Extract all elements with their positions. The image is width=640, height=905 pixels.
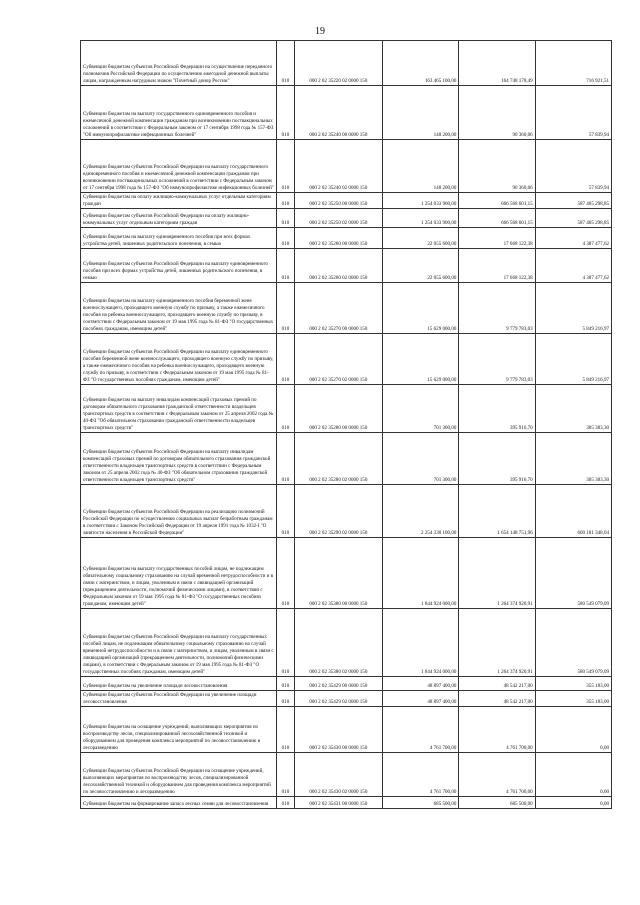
cell-name: Субвенции бюджетам субъектов Российской Федерации на выплату государственных пособий лицам, не подлежащим обязательному социальному страхованию на случай временной нетрудоспособности и в связи с материнством, и лицам, уволенным в связи с ликвидацией организаций (прекращением деятельности, полномочий физическими лицами), в соответствии с Федеральным законом от 19 мая 1995 года № 81-ФЗ "О государственных пособиях гражданам, имеющим детей"	[81, 609, 277, 677]
cell-name: Субвенции бюджетам на выплату единовременного пособия беременной жене военнослужащего, проходящего военную службу по призыву, а также ежемесячного пособия на ребенка военнослужащего, проходящего военную службу по призыву, в соответствии с Федеральным законом от 19 мая 1995 года № 81-ФЗ "О государственных пособиях гражданам, имеющим детей"	[81, 283, 277, 334]
cell-plan: 1 844 924 000,00	[383, 538, 459, 609]
cell-plan: 48 897 400,00	[383, 677, 459, 691]
cell-code: 010	[277, 485, 294, 538]
page-number: 19	[315, 26, 325, 37]
table-row	[81, 140, 612, 193]
cell-kbk: 000 2 02 35430 00 0000 150	[294, 707, 383, 753]
cell-diff: 305 383,30	[535, 385, 611, 433]
table-row	[81, 249, 612, 283]
table-row	[81, 707, 612, 753]
cell-diff: 580 549 079,09	[535, 609, 611, 677]
cell-fact: 1 264 374 920,91	[459, 609, 535, 677]
cell-kbk: 000 2 02 35270 02 0000 150	[294, 334, 383, 385]
cell-code: 010	[277, 193, 294, 209]
cell-fact: 4 761 700,00	[459, 753, 535, 797]
cell-diff: 587 465 298,85	[535, 193, 611, 209]
cell-plan: 22 055 600,00	[383, 228, 459, 249]
table-row	[81, 86, 612, 140]
cell-kbk: 000 2 02 35380 00 0000 150	[294, 538, 383, 609]
cell-kbk: 000 2 02 35280 02 0000 150	[294, 433, 383, 485]
cell-kbk: 000 2 02 35431 00 0000 150	[294, 797, 383, 809]
cell-kbk: 000 2 02 35280 00 0000 150	[294, 385, 383, 433]
table-row	[81, 433, 612, 485]
cell-plan: 1 254 033 900,00	[383, 193, 459, 209]
table-row	[81, 538, 612, 609]
cell-plan: 148 200,00	[383, 140, 459, 193]
cell-fact: 1 654 148 751,96	[459, 485, 535, 538]
cell-name: Субвенции бюджетам на увеличение площади лесовосстановления	[81, 677, 277, 691]
cell-name: Субвенции бюджетам субъектов Российской Федерации на оплату жилищно-коммунальных услуг отдельным категориям граждан	[81, 209, 277, 228]
cell-name: Субвенции бюджетам на выплату государственного единовременного пособия и ежемесячной денежной компенсации гражданам при возникновении поствакцинальных осложнений в соответствии с Федеральным законом от 17 сентября 1998 года № 157-ФЗ "Об иммунопрофилактике инфекционных болезней"	[81, 86, 277, 140]
cell-code: 010	[277, 385, 294, 433]
cell-diff: 57 839,94	[535, 86, 611, 140]
cell-code: 010	[277, 677, 294, 691]
table-row	[81, 609, 612, 677]
cell-diff: 600 181 348,04	[535, 485, 611, 538]
cell-fact: 9 779 783,03	[459, 334, 535, 385]
cell-name: Субвенции бюджетам субъектов Российской Федерации на увеличение площади лесовосстановления	[81, 691, 277, 707]
cell-kbk: 000 2 02 35429 02 0000 150	[294, 691, 383, 707]
table-row	[81, 385, 612, 433]
cell-diff: 305 383,30	[535, 433, 611, 485]
cell-code: 010	[277, 209, 294, 228]
cell-kbk: 000 2 02 35429 00 0000 150	[294, 677, 383, 691]
table-row	[81, 193, 612, 209]
cell-plan: 4 761 700,00	[383, 753, 459, 797]
budget-table	[80, 40, 612, 809]
cell-code: 010	[277, 433, 294, 485]
table-row	[81, 283, 612, 334]
cell-plan: 701 300,00	[383, 385, 459, 433]
cell-kbk: 000 2 02 35380 02 0000 150	[294, 609, 383, 677]
cell-name: Субвенции бюджетам субъектов Российской Федерации на реализацию полномочий Российской Федерации по осуществлению социальных выплат безработным гражданам в соответствии с Законом Российской Федерации от 19 апреля 1991 года № 1032-I "О занятости населения в Российской Федерации"	[81, 485, 277, 538]
cell-name: Субвенции бюджетам на оснащение учреждений, выполняющих мероприятия по воспроизводству лесов, специализированной лесохозяйственной техникой и оборудованием для проведения комплекса мероприятий по лесовосстановлению и лесоразведению	[81, 707, 277, 753]
cell-name: Субвенции бюджетам на выплату инвалидам компенсаций страховых премий по договорам обязательного страхования гражданской ответственности владельцев транспортных средств в соответствии с Федеральным законом от 25 апреля 2002 года № 40-ФЗ "Об обязательном страховании гражданской ответственности владельцев транспортных средств"	[81, 385, 277, 433]
budget-table-body	[81, 41, 612, 809]
table-row	[81, 334, 612, 385]
cell-kbk: 000 2 02 35250 02 0000 150	[294, 209, 383, 228]
cell-diff: 355 183,00	[535, 677, 611, 691]
cell-plan: 148 200,00	[383, 86, 459, 140]
cell-kbk: 000 2 02 35270 00 0000 150	[294, 283, 383, 334]
cell-plan: 685 500,00	[383, 797, 459, 809]
cell-code: 010	[277, 249, 294, 283]
cell-fact: 395 916,70	[459, 433, 535, 485]
cell-code: 010	[277, 140, 294, 193]
cell-plan: 15 629 000,00	[383, 283, 459, 334]
cell-code: 010	[277, 228, 294, 249]
cell-diff: 57 839,94	[535, 140, 611, 193]
cell-fact: 685 500,00	[459, 797, 535, 809]
cell-plan: 48 897 400,00	[383, 691, 459, 707]
cell-plan: 701 300,00	[383, 433, 459, 485]
cell-plan: 22 055 600,00	[383, 249, 459, 283]
cell-code: 010	[277, 86, 294, 140]
cell-name: Субвенции бюджетам субъектов Российской Федерации на выплату инвалидам компенсаций страховых премий по договорам обязательного страхования гражданской ответственности владельцев транспортных средств в соответствии с Федеральным законом от 25 апреля 2002 года № 40-ФЗ "Об обязательном страховании гражданской ответственности владельцев транспортных средств"	[81, 433, 277, 485]
cell-code: 010	[277, 283, 294, 334]
cell-fact: 48 542 217,00	[459, 677, 535, 691]
cell-name: Субвенции бюджетам субъектов Российской Федерации на выплату государственного единовременного пособия и ежемесячной денежной компенсации гражданам при возникновении поствакцинальных осложнений в соответствии с Федеральным законом от 17 сентября 1998 года № 157-ФЗ "Об иммунопрофилактике инфекционных болезней"	[81, 140, 277, 193]
cell-code: 010	[277, 538, 294, 609]
cell-diff: 0,00	[535, 753, 611, 797]
cell-fact: 666 568 601,15	[459, 193, 535, 209]
cell-fact: 90 360,06	[459, 86, 535, 140]
cell-plan: 1 844 924 000,00	[383, 609, 459, 677]
cell-code: 010	[277, 41, 294, 86]
table-row	[81, 485, 612, 538]
cell-diff: 0,00	[535, 707, 611, 753]
cell-kbk: 000 2 02 35220 02 0000 150	[294, 41, 383, 86]
cell-kbk: 000 2 02 35260 00 0000 150	[294, 228, 383, 249]
cell-code: 010	[277, 609, 294, 677]
cell-fact: 90 360,06	[459, 140, 535, 193]
cell-plan: 15 629 000,00	[383, 334, 459, 385]
cell-name: Субвенции бюджетам субъектов Российской Федерации на выплату единовременного пособия при всех формах устройства детей, лишенных родительского попечения, в семью	[81, 249, 277, 283]
table-row	[81, 228, 612, 249]
cell-code: 010	[277, 334, 294, 385]
cell-diff: 4 387 477,62	[535, 228, 611, 249]
cell-diff: 4 387 477,62	[535, 249, 611, 283]
cell-code: 010	[277, 691, 294, 707]
cell-fact: 48 542 217,00	[459, 691, 535, 707]
cell-fact: 17 668 122,38	[459, 228, 535, 249]
cell-kbk: 000 2 02 35240 02 0000 150	[294, 140, 383, 193]
cell-code: 010	[277, 707, 294, 753]
cell-diff: 355 183,00	[535, 691, 611, 707]
cell-fact: 4 761 700,00	[459, 707, 535, 753]
cell-plan: 2 254 330 100,00	[383, 485, 459, 538]
cell-diff: 580 549 079,09	[535, 538, 611, 609]
cell-fact: 666 568 601,15	[459, 209, 535, 228]
cell-diff: 5 849 216,97	[535, 334, 611, 385]
table-row	[81, 753, 612, 797]
cell-code: 010	[277, 753, 294, 797]
cell-name: Субвенции бюджетам субъектов Российской Федерации на выплату единовременного пособия беременной жене военнослужащего, проходящего военную службу по призыву, а также ежемесячного пособия на ребенка военнослужащего, проходящего военную службу по призыву, в соответствии с Федеральным законом от 19 мая 1995 года № 81-ФЗ "О государственных пособиях гражданам, имеющим детей"	[81, 334, 277, 385]
cell-fact: 17 668 122,38	[459, 249, 535, 283]
cell-code: 010	[277, 797, 294, 809]
cell-name: Субвенции бюджетам на формирование запаса лесных семян для лесовосстановления	[81, 797, 277, 809]
cell-plan: 1 254 033 900,00	[383, 209, 459, 228]
cell-fact: 164 748 178,49	[459, 41, 535, 86]
cell-diff: 716 921,51	[535, 41, 611, 86]
table-row	[81, 209, 612, 228]
cell-fact: 1 264 374 920,91	[459, 538, 535, 609]
cell-plan: 4 761 700,00	[383, 707, 459, 753]
table-row	[81, 691, 612, 707]
table-row	[81, 41, 612, 86]
cell-diff: 587 465 298,85	[535, 209, 611, 228]
cell-diff: 5 849 216,97	[535, 283, 611, 334]
cell-name: Субвенции бюджетам субъектов Российской Федерации на осуществление переданного полномочия Российской Федерации по осуществлению ежегодной денежной выплаты лицам, награжденным нагрудным знаком "Почетный донор России"	[81, 41, 277, 86]
cell-fact: 395 916,70	[459, 385, 535, 433]
cell-name: Субвенции бюджетам на оплату жилищно-коммунальных услуг отдельным категориям граждан	[81, 193, 277, 209]
table-row	[81, 677, 612, 691]
cell-name: Субвенции бюджетам субъектов Российской Федерации на оснащение учреждений, выполняющих мероприятия по воспроизводству лесов, специализированной лесохозяйственной техникой и оборудованием для проведения комплекса мероприятий по лесовосстановлению и лесоразведению	[81, 753, 277, 797]
cell-kbk: 000 2 02 35260 02 0000 150	[294, 249, 383, 283]
cell-kbk: 000 2 02 35240 00 0000 150	[294, 86, 383, 140]
cell-fact: 9 779 783,03	[459, 283, 535, 334]
cell-kbk: 000 2 02 35250 00 0000 150	[294, 193, 383, 209]
cell-name: Субвенции бюджетам на выплату единовременного пособия при всех формах устройства детей, лишенных родительского попечения, в семью	[81, 228, 277, 249]
cell-kbk: 000 2 02 35290 02 0000 150	[294, 485, 383, 538]
cell-name: Субвенции бюджетам на выплату государственных пособий лицам, не подлежащим обязательному социальному страхованию на случай временной нетрудоспособности и в связи с материнством, и лицам, уволенным в связи с ликвидацией организаций (прекращением деятельности, полномочий физическими лицами), в соответствии с Федеральным законом от 19 мая 1995 года № 81-ФЗ "О государственных пособиях гражданам, имеющим детей"	[81, 538, 277, 609]
cell-kbk: 000 2 02 35430 02 0000 150	[294, 753, 383, 797]
cell-plan: 163 465 100,00	[383, 41, 459, 86]
table-row	[81, 797, 612, 809]
cell-diff: 0,00	[535, 797, 611, 809]
